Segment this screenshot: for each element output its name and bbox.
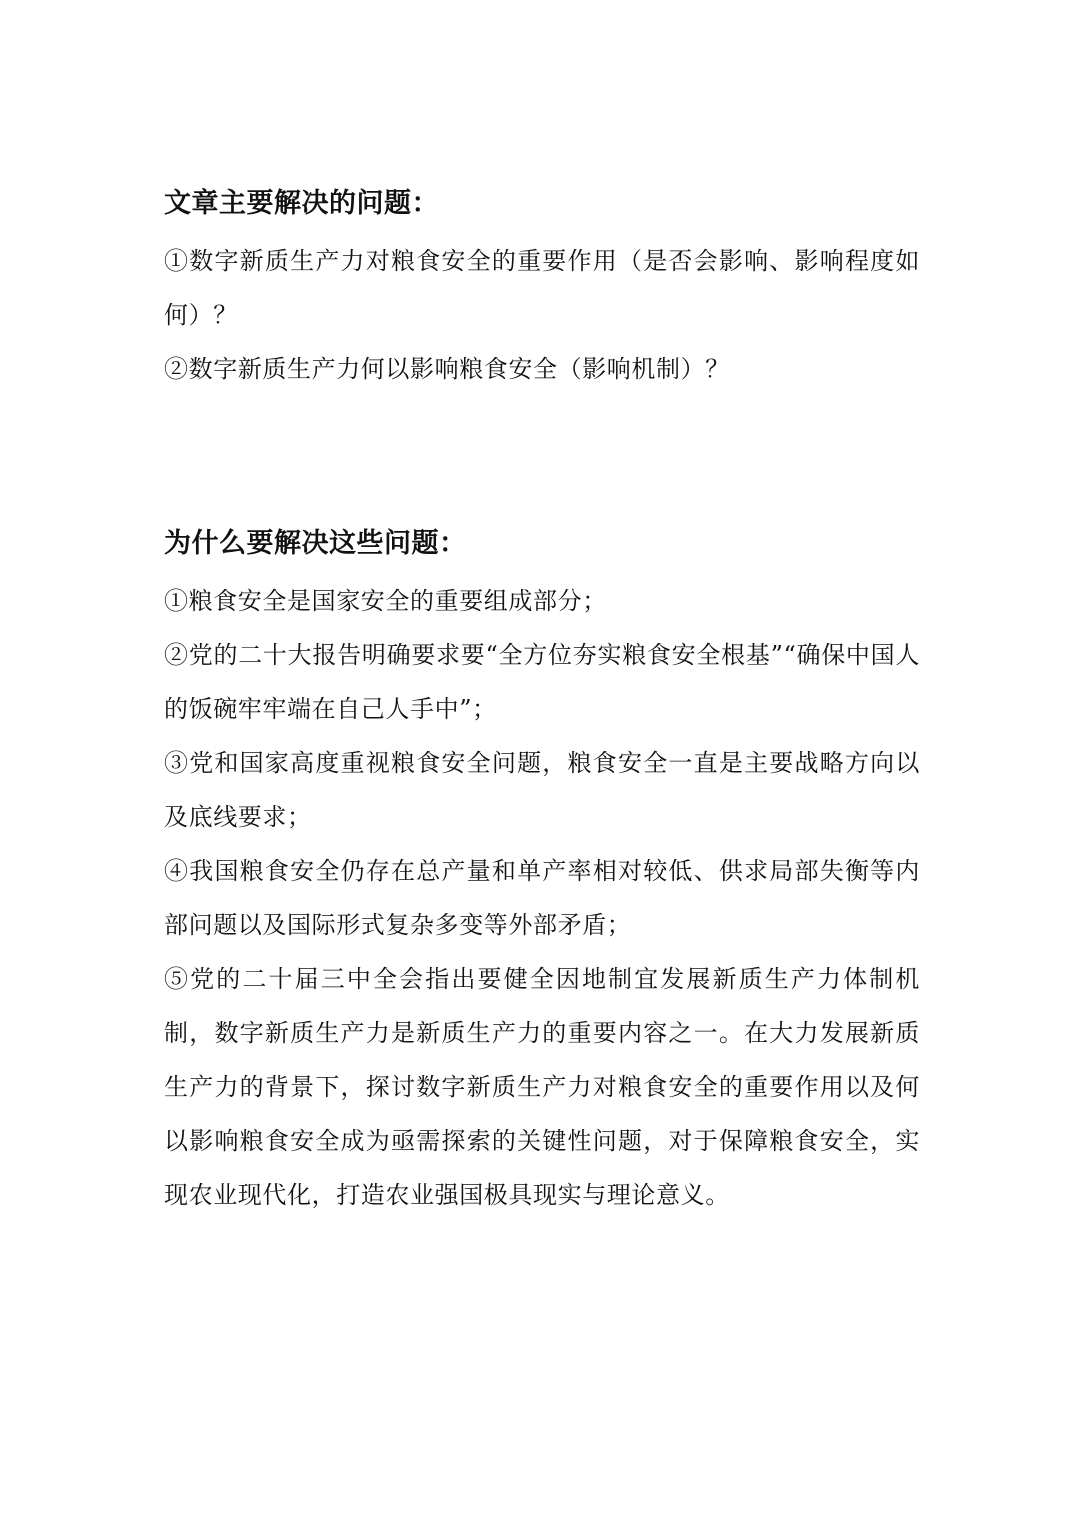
reason-item-3: ③党和国家高度重视粮食安全问题，粮食安全一直是主要战略方向以及底线要求；: [164, 749, 920, 831]
reason-item-4: ④我国粮食安全仍存在总产量和单产率相对较低、供求局部失衡等内部问题以及国际形式复杂多变等外部矛盾；: [164, 857, 920, 939]
section-reasons: [164, 522, 920, 1222]
reason-item-5: ⑤党的二十届三中全会指出要健全因地制宜发展新质生产力体制机制，数字新质生产力是新质生产力的重要内容之一。在大力发展新质生产力的背景下，探讨数字新质生产力对粮食安全的重要作用以及何以影响粮食安全成为亟需探索的关键性问题，对于保障粮食安全，实现农业现代化，打造农业强国极具现实与理论意义。: [164, 965, 920, 1209]
problem-item-1: ①数字新质生产力对粮食安全的重要作用（是否会影响、影响程度如何）？: [164, 247, 920, 329]
section-problems: [164, 182, 920, 396]
reason-item-1: ①粮食安全是国家安全的重要组成部分；: [164, 587, 607, 615]
reason-item-2: ②党的二十大报告明确要求要“全方位夯实粮食安全根基”“确保中国人的饭碗牢牢端在自己人手中”；: [164, 641, 920, 723]
section-heading-problems: 文章主要解决的问题：: [164, 188, 439, 219]
section-heading-reasons: 为什么要解决这些问题：: [164, 528, 467, 559]
problem-item-2: ②数字新质生产力何以影响粮食安全（影响机制）？: [164, 355, 730, 383]
